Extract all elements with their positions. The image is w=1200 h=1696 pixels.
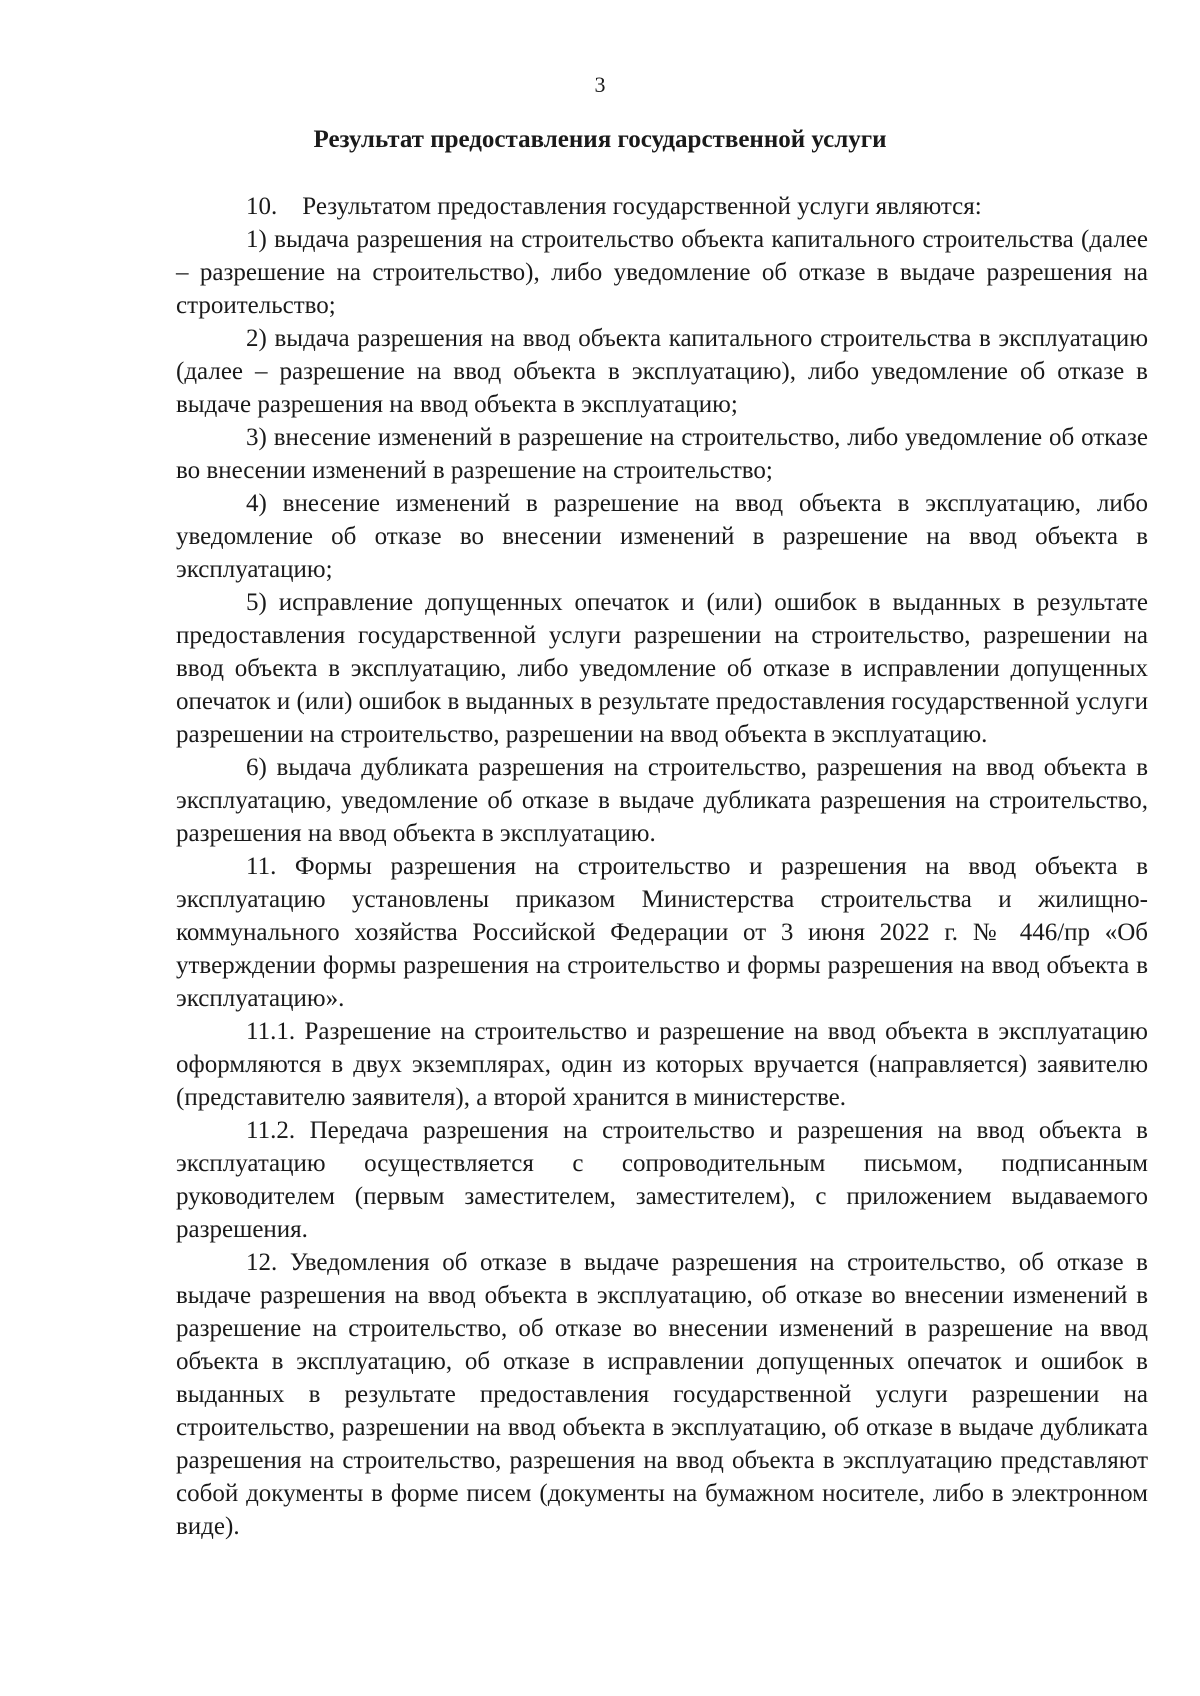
- page-number: 3: [594, 72, 606, 97]
- list-item-5: 5) исправление допущенных опечаток и (или) ошибок в выданных в результате предоставления государственной услуги разрешении на строительство, разрешении на ввод объекта в эксплуатацию, либо уведомление об отказе в исправлении допущенных опечаток и (или) ошибок в выданных в результате предоставления государственной услуги разрешении на строительство, разрешении на ввод объекта в эксплуатацию.: [176, 589, 1148, 748]
- section-heading: Результат предоставления государственной услуги: [313, 126, 887, 153]
- list-item-4: 4) внесение изменений в разрешение на ввод объекта в эксплуатацию, либо уведомление об отказе во внесении изменений в разрешение на ввод объекта в эксплуатацию;: [176, 490, 1148, 583]
- list-item-6: 6) выдача дубликата разрешения на строительство, разрешения на ввод объекта в эксплуатацию, уведомление об отказе в выдаче дубликата разрешения на строительство, разрешения на ввод объекта в эксплуатацию.: [176, 754, 1148, 847]
- list-item-2: 2) выдача разрешения на ввод объекта капитального строительства в эксплуатацию (далее – разрешение на ввод объекта в эксплуатацию), либо уведомление об отказе в выдаче разрешения на ввод объекта в эксплуатацию;: [176, 325, 1148, 418]
- paragraph-10: 10. Результатом предоставления государственной услуги являются:: [246, 193, 982, 220]
- list-item-3: 3) внесение изменений в разрешение на строительство, либо уведомление об отказе во внесении изменений в разрешение на строительство;: [176, 424, 1148, 484]
- document-body: [176, 190, 1148, 1543]
- paragraph-11: 11. Формы разрешения на строительство и разрешения на ввод объекта в эксплуатацию установлены приказом Министерства строительства и жилищно-коммунального хозяйства Российской Федерации от 3 июня 2022 г. № 446/пр «Об утверждении формы разрешения на строительство и формы разрешения на ввод объекта в эксплуатацию».: [176, 853, 1148, 1012]
- paragraph-11-1: 11.1. Разрешение на строительство и разрешение на ввод объекта в эксплуатацию оформляются в двух экземплярах, один из которых вручается (направляется) заявителю (представителю заявителя), а второй хранится в министерстве.: [176, 1018, 1148, 1111]
- paragraph-12: 12. Уведомления об отказе в выдаче разрешения на строительство, об отказе в выдаче разрешения на ввод объекта в эксплуатацию, об отказе во внесении изменений в разрешение на строительство, об отказе во внесении изменений в разрешение на ввод объекта в эксплуатацию, об отказе в исправлении допущенных опечаток и ошибок в выданных в результате предоставления государственной услуги разрешении на строительство, разрешении на ввод объекта в эксплуатацию, об отказе в выдаче дубликата разрешения на строительство, разрешения на ввод объекта в эксплуатацию представляют собой документы в форме писем (документы на бумажном носителе, либо в электронном виде).: [176, 1249, 1148, 1540]
- paragraph-11-2: 11.2. Передача разрешения на строительство и разрешения на ввод объекта в эксплуатацию осуществляется с сопроводительным письмом, подписанным руководителем (первым заместителем, заместителем), с приложением выдаваемого разрешения.: [176, 1117, 1148, 1243]
- list-item-1: 1) выдача разрешения на строительство объекта капитального строительства (далее – разрешение на строительство), либо уведомление об отказе в выдаче разрешения на строительство;: [176, 226, 1148, 319]
